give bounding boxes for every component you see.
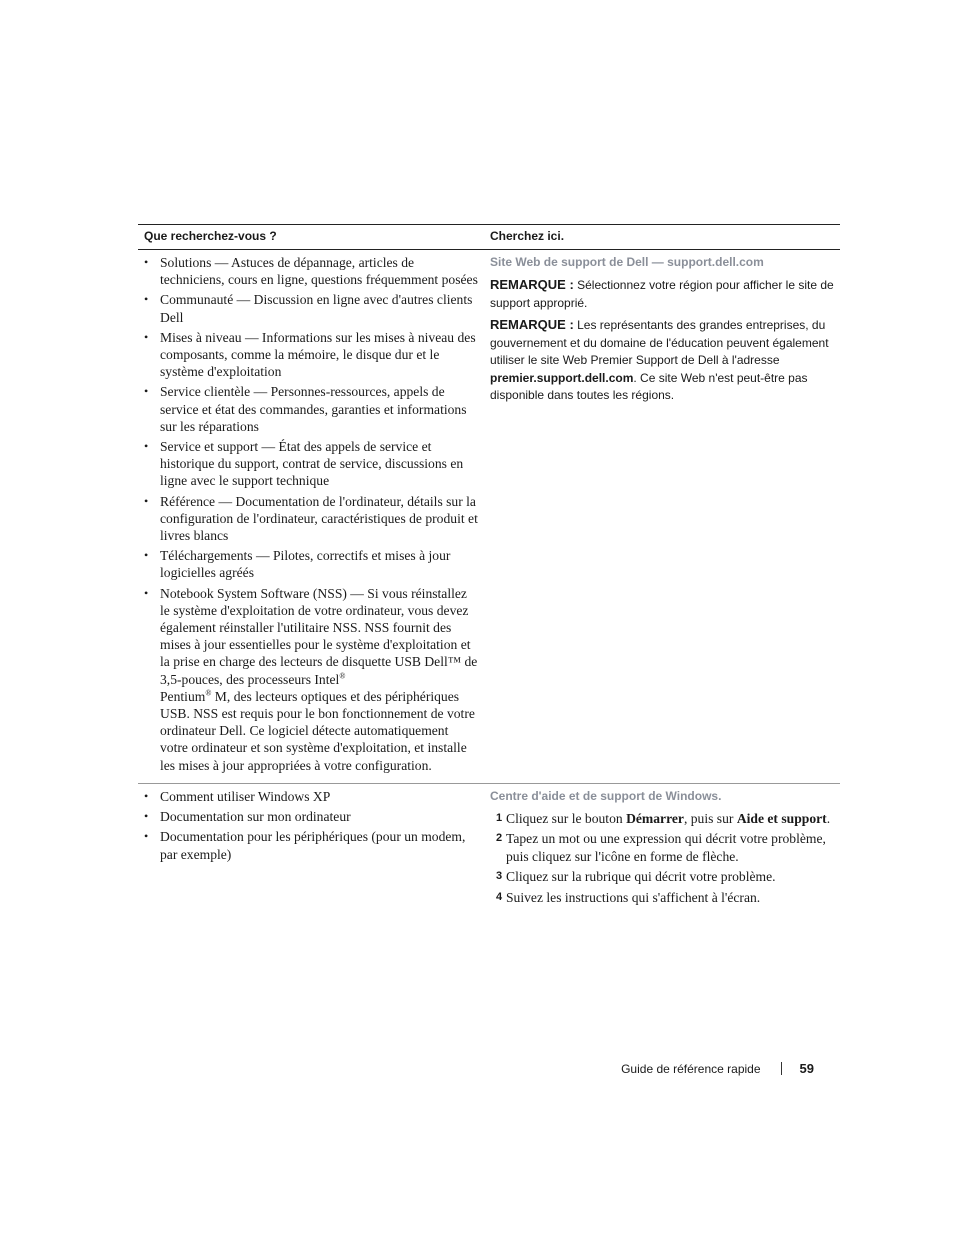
- topics-cell: [138, 250, 484, 784]
- step-text: , puis sur: [683, 810, 737, 826]
- topics-list: [144, 788, 478, 863]
- step-number: 1: [496, 811, 503, 824]
- step-number: 2: [496, 832, 503, 845]
- footer-divider: [781, 1062, 782, 1075]
- step-text: Tapez un mot ou une expression qui décrit votre problème, puis cliquez sur l'icône en forme de flèche.: [506, 831, 826, 864]
- step-text: Cliquez sur le bouton: [506, 810, 627, 826]
- footer-title: Guide de référence rapide: [621, 1061, 761, 1076]
- page-footer: [621, 1061, 814, 1076]
- source-cell: [484, 250, 840, 784]
- step-number: 3: [496, 870, 503, 883]
- source-title: Centre d'aide et de support de Windows.: [490, 788, 722, 803]
- page-number: 59: [799, 1061, 814, 1076]
- registered-mark: ®: [339, 671, 346, 681]
- list-item: • Service et support — État des appels de service et historique du support, contrat de service, discussions en ligne avec le support technique: [160, 438, 478, 490]
- premier-support-link[interactable]: premier.support.dell.com: [490, 370, 634, 385]
- step-text: Cliquez sur la rubrique qui décrit votre problème.: [506, 869, 776, 885]
- list-item: [160, 585, 478, 774]
- nss-text-part1: Notebook System Software (NSS) — Si vous réinstallez le système d'exploitation de votre ordinateur, vous devez également réinstaller l'utilitaire NSS. NSS fournit des mises à jour essentielles pour le système d'exploitation et la prise en charge des lecteurs de disquette USB Dell™ de 3,5-pouces, des processeurs Intel: [160, 585, 478, 687]
- table-header-row: [138, 225, 840, 250]
- note-text: Les représentants des grandes entreprises, du gouvernement et du domaine de l'éducation peuvent également utiliser le site Web Premier Support de Dell à l'adresse: [490, 318, 829, 367]
- step-item: [490, 810, 834, 828]
- note-label: REMARQUE :: [490, 317, 574, 332]
- header-where-to-look: Cherchez ici.: [484, 225, 840, 250]
- steps-list: [490, 810, 834, 907]
- list-item: • Communauté — Discussion en ligne avec d'autres clients Dell: [160, 291, 478, 325]
- step-text: .: [826, 810, 831, 826]
- step-text: Suivez les instructions qui s'affichent à l'écran.: [506, 889, 761, 905]
- source-cell: [484, 783, 840, 915]
- topics-list: [144, 254, 478, 774]
- list-item: • Service clientèle — Personnes-ressources, appels de service et état des commandes, garanties et informations sur les réparations: [160, 383, 478, 435]
- list-item: • Solutions — Astuces de dépannage, articles de techniciens, cours en ligne, questions fréquemment posées: [160, 254, 478, 288]
- registered-mark: ®: [205, 688, 212, 698]
- note-text: Sélectionnez votre région pour afficher le site de support approprié.: [490, 278, 834, 310]
- table-row: [138, 250, 840, 784]
- list-item: • Documentation sur mon ordinateur: [160, 808, 478, 825]
- list-item: • Comment utiliser Windows XP: [160, 788, 478, 805]
- step-item: [490, 868, 834, 886]
- note: [490, 316, 834, 405]
- note-text: . Ce site Web n'est peut-être pas disponible dans toutes les régions.: [490, 370, 808, 402]
- list-item: • Téléchargements — Pilotes, correctifs et mises à jour logicielles agréés: [160, 547, 478, 581]
- start-button-label: Démarrer: [626, 810, 684, 826]
- note-label: REMARQUE :: [490, 277, 574, 292]
- step-number: 4: [496, 890, 503, 903]
- info-table: [138, 224, 840, 915]
- nss-text-part2: Pentium: [160, 688, 206, 704]
- nss-text-part3: M, des lecteurs optiques et des périphériques USB. NSS est requis pour le bon fonctionnement de votre ordinateur Dell. Ce logiciel détecte automatiquement votre ordinateur et son système d'exploitation, et installe les mises à jour appropriées à votre configuration.: [160, 688, 475, 773]
- topics-cell: [138, 783, 484, 915]
- help-support-label: Aide et support: [736, 810, 827, 826]
- header-what-looking-for: Que recherchez-vous ?: [138, 225, 484, 250]
- list-item: • Mises à niveau — Informations sur les mises à niveau des composants, comme la mémoire, le disque dur et le système d'exploitation: [160, 329, 478, 381]
- list-item: • Documentation pour les périphériques (pour un modem, par exemple): [160, 828, 478, 862]
- note: [490, 276, 834, 312]
- table-row: [138, 783, 840, 915]
- list-item: • Référence — Documentation de l'ordinateur, détails sur la configuration de l'ordinateur, caractéristiques de produit et livres blancs: [160, 493, 478, 545]
- step-item: [490, 889, 834, 907]
- step-item: [490, 830, 834, 865]
- source-title: Site Web de support de Dell — support.dell.com: [490, 255, 764, 269]
